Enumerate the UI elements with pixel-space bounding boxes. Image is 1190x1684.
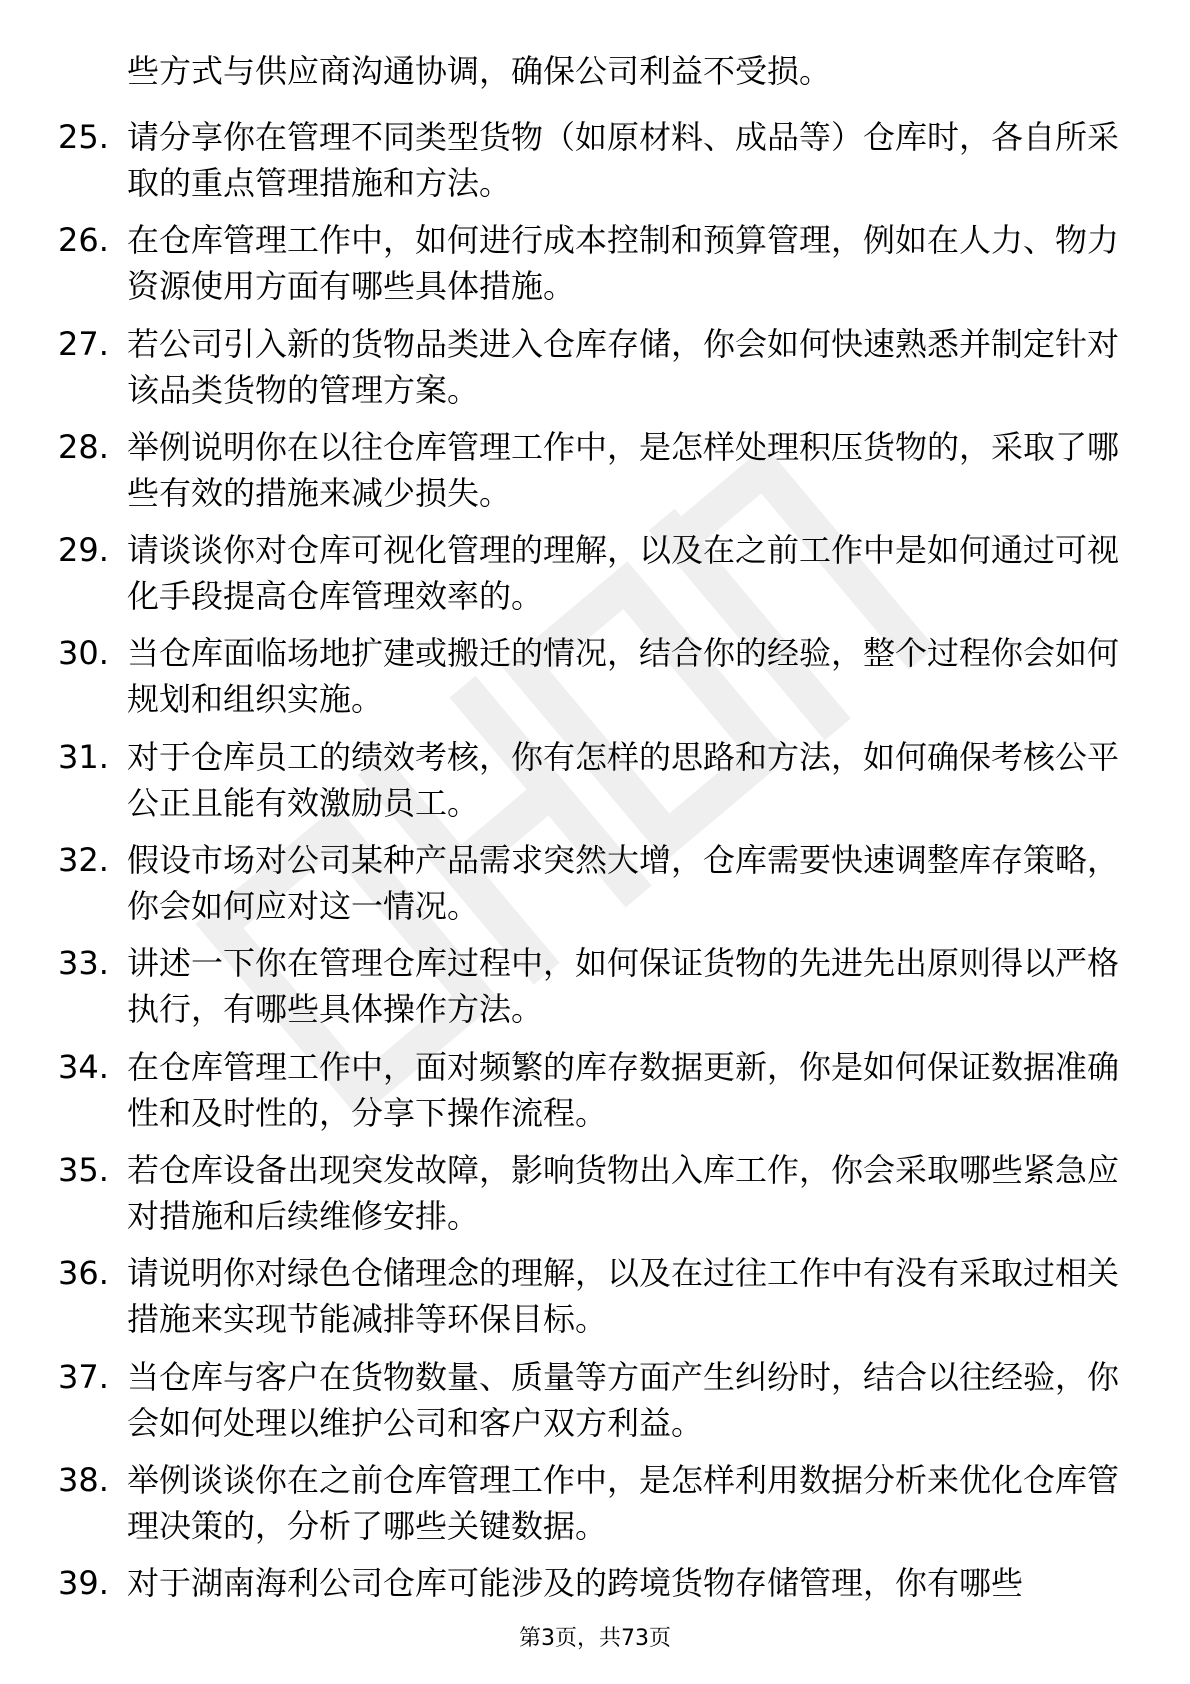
question-number: 27. [58,324,109,363]
question-list [0,110,1190,1659]
list-item [0,1350,1190,1453]
question-number: 32. [58,841,109,880]
question-text: 在仓库管理工作中，面对频繁的库存数据更新，你是如何保证数据准确性和及时性的，分享下操作流程。 [127,1047,1120,1132]
list-item [0,1143,1190,1246]
question-number: 38. [58,1460,109,1499]
question-number: 30. [58,634,109,673]
question-text: 当仓库面临场地扩建或搬迁的情况，结合你的经验，整个过程你会如何规划和组织实施。 [127,634,1120,719]
page-number-label: 第3页，共73页 [519,1626,671,1651]
question-number: 26. [58,221,109,260]
question-text: 请分享你在管理不同类型货物（如原材料、成品等）仓库时，各自所采取的重点管理措施和方法。 [127,118,1120,202]
question-text: 假设市场对公司某种产品需求突然大增，仓库需要快速调整库存策略，你会如何应对这一情况。 [127,841,1120,926]
question-number: 37. [58,1357,109,1396]
question-number: 25. [58,118,109,156]
list-item [0,833,1190,936]
question-text: 举例说明你在以往仓库管理工作中，是怎样处理积压货物的，采取了哪些有效的措施来减少损失。 [127,427,1120,512]
question-text: 对于仓库员工的绩效考核，你有怎样的思路和方法，如何确保考核公平公正且能有效激励员工。 [127,737,1120,822]
question-number: 33. [58,944,109,983]
list-item [0,317,1190,420]
question-number: 29. [58,531,109,570]
page-footer [0,1624,1190,1654]
list-item [0,1453,1190,1556]
list-item [0,1246,1190,1349]
list-item [0,213,1190,316]
list-item [0,626,1190,729]
question-text: 对于湖南海利公司仓库可能涉及的跨境货物存储管理，你有哪些 [127,1564,1024,1603]
list-item [0,523,1190,626]
question-text: 若仓库设备出现突发故障，影响货物出入库工作，你会采取哪些紧急应对措施和后续维修安排。 [127,1150,1120,1235]
question-number: 28. [58,427,109,466]
question-text: 请说明你对绿色仓储理念的理解，以及在过往工作中有没有采取过相关措施来实现节能减排等环保目标。 [127,1254,1120,1339]
question-text: 当仓库与客户在货物数量、质量等方面产生纠纷时，结合以往经验，你会如何处理以维护公司和客户双方利益。 [127,1357,1120,1442]
question-number: 35. [58,1150,109,1189]
question-number: 39. [58,1564,109,1603]
continuation-text: 些方式与供应商沟通协调，确保公司利益不受损。 [127,52,832,90]
list-item [0,110,1190,213]
question-number: 31. [58,737,109,776]
question-text: 请谈谈你对仓库可视化管理的理解，以及在之前工作中是如何通过可视化手段提高仓库管理效率的。 [127,531,1120,616]
list-item [0,1040,1190,1143]
question-number: 36. [58,1254,109,1293]
question-text: 讲述一下你在管理仓库过程中，如何保证货物的先进先出原则得以严格执行，有哪些具体操作方法。 [127,944,1120,1029]
question-text: 在仓库管理工作中，如何进行成本控制和预算管理，例如在人力、物力资源使用方面有哪些具体措施。 [127,221,1120,306]
question-text: 若公司引入新的货物品类进入仓库存储，你会如何快速熟悉并制定针对该品类货物的管理方案。 [127,324,1120,409]
list-item [0,420,1190,523]
question-number: 34. [58,1047,109,1086]
question-text: 举例谈谈你在之前仓库管理工作中，是怎样利用数据分析来优化仓库管理决策的，分析了哪些关键数据。 [127,1460,1120,1545]
list-item [0,730,1190,833]
list-item [0,936,1190,1039]
